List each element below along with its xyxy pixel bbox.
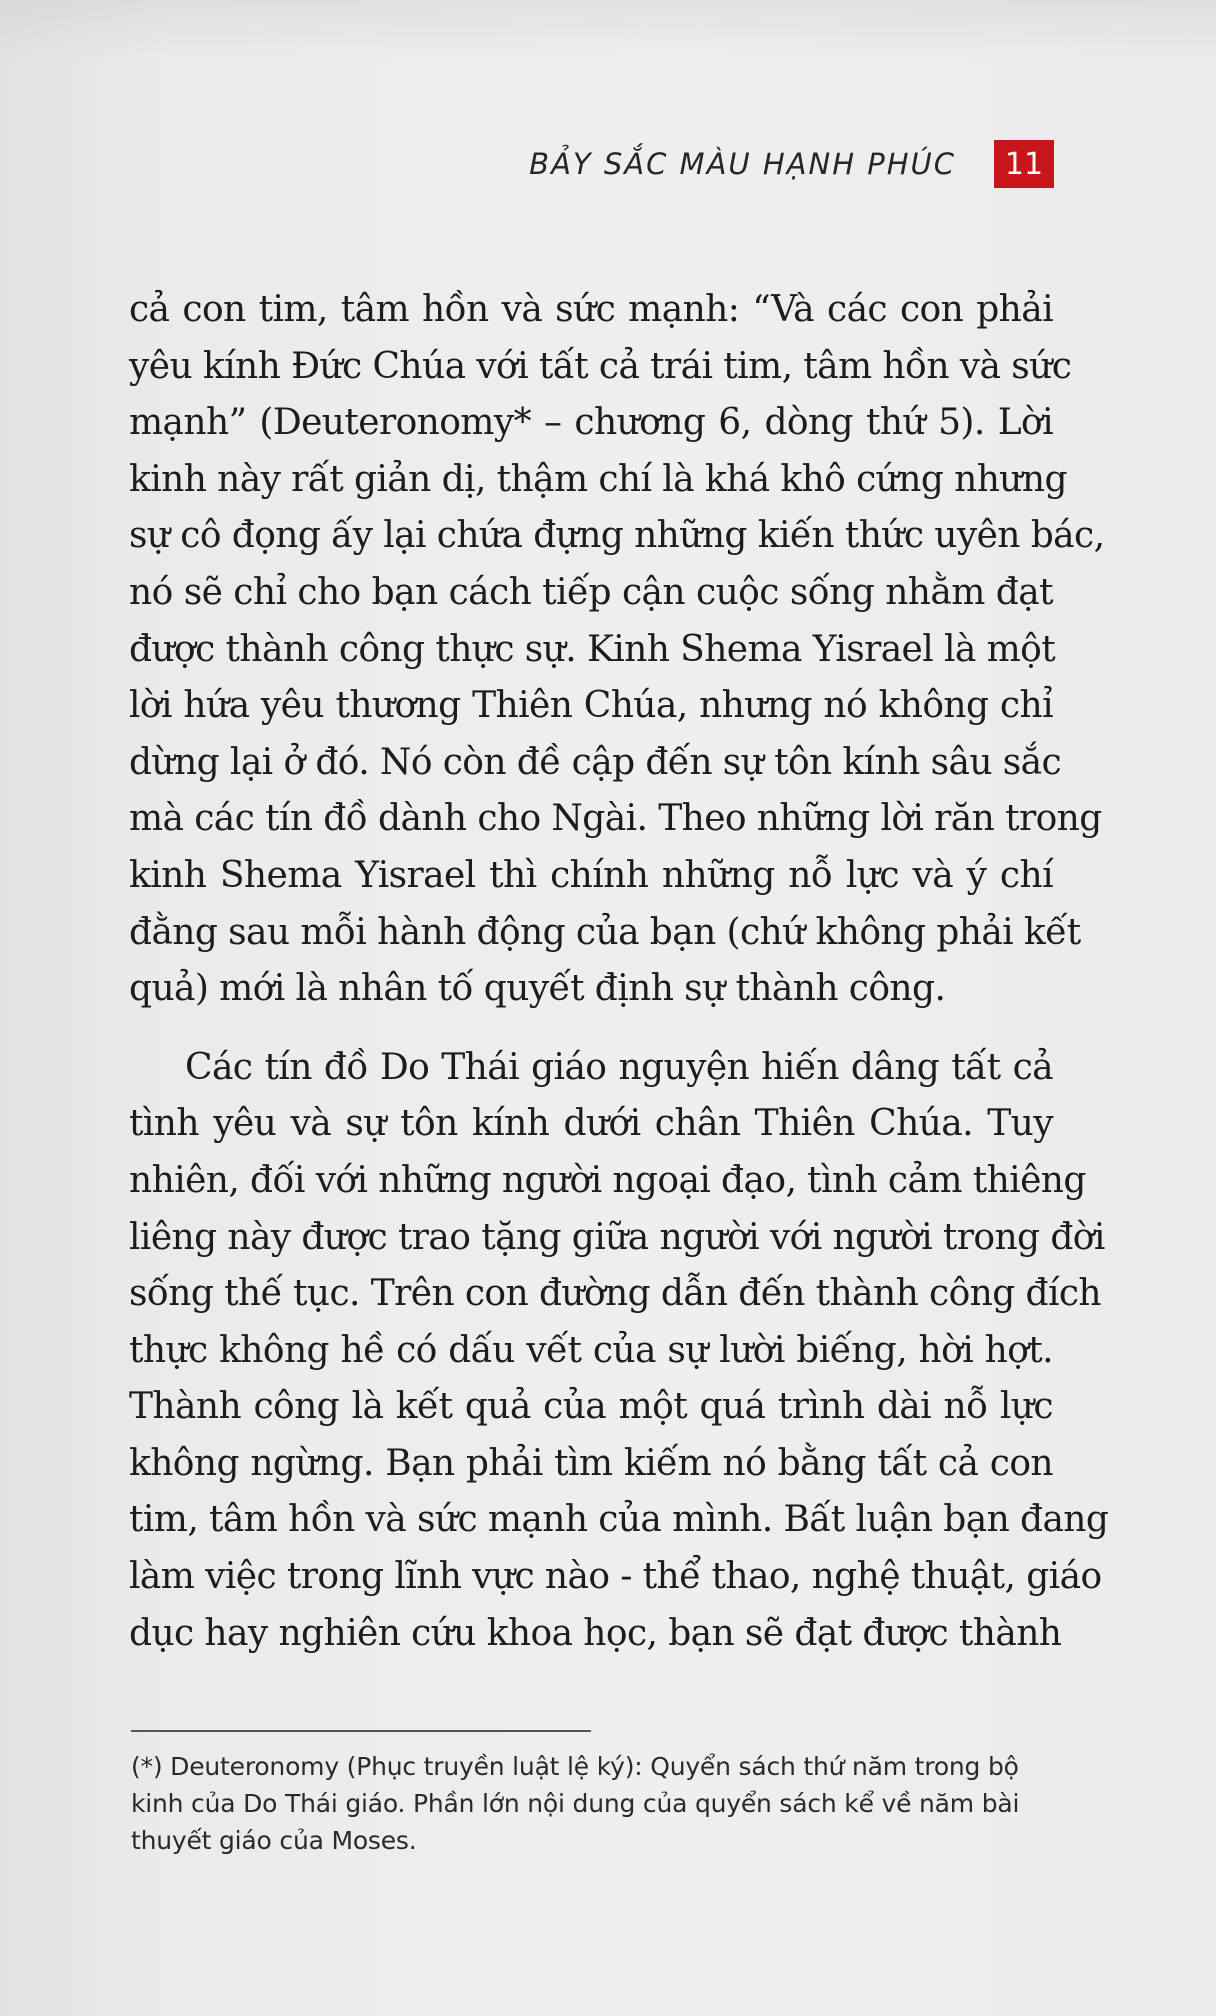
text-line: làm việc trong lĩnh vực nào - thể thao, nghệ thuật, giáo [129, 1556, 1102, 1598]
running-header [529, 140, 1054, 188]
text-line: Thành công là kết quả của một quá trình dài nỗ lực [129, 1386, 1053, 1428]
text-line: dục hay nghiên cứu khoa học, bạn sẽ đạt được thành [129, 1612, 1062, 1654]
paragraph-1 [129, 282, 1105, 1018]
paragraph-gap [129, 1018, 1053, 1040]
text-line: dừng lại ở đó. Nó còn đề cập đến sự tôn kính sâu sắc [129, 741, 1062, 783]
page-number-badge: 11 [994, 140, 1054, 188]
text-line: mà các tín đồ dành cho Ngài. Theo những lời răn trong [129, 798, 1102, 840]
text-line: sống thế tục. Trên con đường dẫn đến thành công đích [129, 1273, 1102, 1315]
text-line: nó sẽ chỉ cho bạn cách tiếp cận cuộc sống nhằm đạt [129, 571, 1053, 613]
text-line: yêu kính Đức Chúa với tất cả trái tim, tâm hồn và sức [129, 345, 1072, 387]
footnote-line: thuyết giáo của Moses. [131, 1826, 417, 1855]
text-line: đằng sau mỗi hành động của bạn (chứ không phải kết [129, 911, 1081, 953]
text-line: sự cô đọng ấy lại chứa đựng những kiến thức uyên bác, [129, 515, 1105, 557]
text-line: tình yêu và sự tôn kính dưới chân Thiên Chúa. Tuy [129, 1103, 1053, 1145]
footnote-line: (*) Deuteronomy (Phục truyền luật lệ ký): Quyển sách thứ năm trong bộ [131, 1752, 1019, 1781]
body-text [129, 282, 1109, 1662]
text-line: không ngừng. Bạn phải tìm kiếm nó bằng tất cả con [129, 1442, 1053, 1484]
text-line: liêng này được trao tặng giữa người với người trong đời [129, 1216, 1105, 1258]
paragraph-2 [129, 1040, 1109, 1663]
text-line: thực không hề có dấu vết của sự lười biếng, hời hợt. [129, 1329, 1053, 1371]
text-line: tim, tâm hồn và sức mạnh của mình. Bất luận bạn đang [129, 1499, 1109, 1541]
page-edge-shade [0, 0, 1216, 60]
text-line: kinh này rất giản dị, thậm chí là khá khô cứng nhưng [129, 458, 1067, 500]
text-line: nhiên, đối với những người ngoại đạo, tình cảm thiêng [129, 1159, 1086, 1201]
footnote-divider [131, 1730, 591, 1732]
book-title-header: BẢY SẮC MÀU HẠNH PHÚC [529, 147, 956, 181]
text-line: Các tín đồ Do Thái giáo nguyện hiến dâng tất cả [185, 1046, 1053, 1088]
footnote [131, 1748, 1061, 1859]
text-line: mạnh” (Deuteronomy* – chương 6, dòng thứ 5). Lời [129, 402, 1053, 444]
text-line: lời hứa yêu thương Thiên Chúa, nhưng nó không chỉ [129, 685, 1053, 727]
text-line: quả) mới là nhân tố quyết định sự thành công. [129, 968, 946, 1010]
text-line: được thành công thực sự. Kinh Shema Yisrael là một [129, 628, 1056, 670]
text-line: kinh Shema Yisrael thì chính những nỗ lực và ý chí [129, 854, 1053, 896]
footnote-line: kinh của Do Thái giáo. Phần lớn nội dung của quyển sách kể về năm bài [131, 1789, 1020, 1818]
text-line: cả con tim, tâm hồn và sức mạnh: “Và các con phải [129, 289, 1053, 330]
